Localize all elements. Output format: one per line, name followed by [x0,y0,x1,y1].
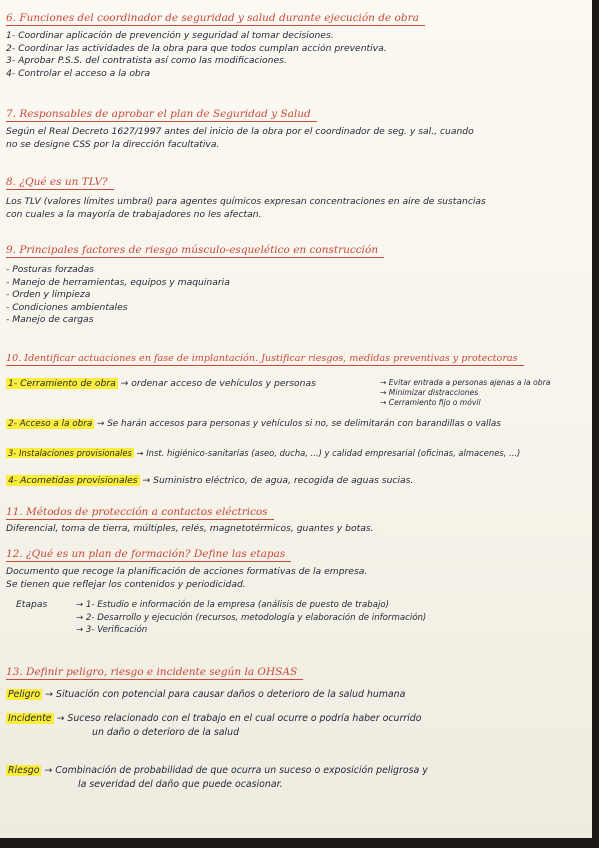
section-8-line-2: con cuales a la mayoría de trabajadores no les afectan. [6,208,262,220]
section-12-etapa-2: → 2- Desarrollo y ejecución (recursos, metodología y elaboración de información) [76,612,427,623]
background-edge-bottom [0,838,599,848]
section-10-item-2 [6,418,588,431]
section-12-etapa-3: → 3- Verificación [76,625,148,636]
section-10-item-1-text: → ordenar acceso de vehículos y personas [120,378,316,389]
section-13-riesgo-line-2: la severidad del daño que puede ocasionar. [78,779,283,790]
section-11-line-1: Diferencial, toma de tierra, múltiples, relés, magnetotérmicos, guantes y botas. [6,523,374,534]
section-10 [6,346,588,488]
section-6-line-1: 1- Coordinar aplicación de prevención y seguridad al tomar decisiones. [6,30,334,41]
section-7-line-2: no se designe CSS por la dirección facultativa. [6,138,220,150]
section-8-heading: 8. ¿Qué es un TLV? [6,176,114,190]
section-10-item-4-text: → Suministro eléctrico, de agua, recogida de aguas sucias. [142,475,414,487]
section-10-item-2-text: → Se harán accesos para personas y vehículos si no, se delimitarán con barandillas o vallas [97,419,501,429]
section-12-line-2: Se tienen que reflejar los contenidos y periodicidad. [6,578,246,590]
section-10-item-4 [6,475,588,488]
section-13-heading: 13. Definir peligro, riesgo e incidente según la OHSAS [6,666,303,680]
section-9-line-3: - Orden y limpieza [6,289,91,301]
section-6-line-2: 2- Coordinar las actividades de la obra para que todos cumplan acción preventiva. [6,42,387,54]
section-10-item-1-sub-3: → Cerramiento fijo o móvil [380,398,481,407]
section-13-incidente-line-2: un daño o deterioro de la salud [92,727,240,738]
section-12-heading: 12. ¿Qué es un plan de formación? Define las etapas [6,548,291,562]
section-8-line-1: Los TLV (valores límites umbral) para agentes químicos expresan concentraciones en aire de sustancias [6,196,486,207]
section-10-item-3-label: 3- Instalaciones provisionales [8,447,132,458]
section-13-riesgo-line-1: → Combinación de probabilidad de que ocurra un suceso o exposición peligrosa y [44,765,428,776]
section-9-heading: 9. Principales factores de riesgo músculo-esquelético en construcción [6,244,384,258]
section-10-item-3 [6,447,588,460]
background-edge-right [592,0,599,848]
section-13 [6,660,588,796]
section-9-line-2: - Manejo de herramientas, equipos y maquinaria [6,276,230,288]
section-12-etapas-label: Etapas [16,599,48,611]
section-13-riesgo [6,764,588,796]
section-10-item-1 [6,378,588,418]
section-9-line-1: - Posturas forzadas [6,264,95,275]
section-10-item-1-sub-2: → Minimizar distracciones [380,388,479,397]
section-13-incidente-line-1: → Suceso relacionado con el trabajo en el cual ocurre o podría haber ocurrido [56,713,422,724]
section-10-item-2-label: 2- Acceso a la obra [8,419,93,429]
section-10-heading: 10. Identificar actuaciones en fase de implantación. Justificar riesgos, medidas preventivas y protectoras [6,352,524,366]
section-7 [6,102,588,151]
section-10-item-3-text: → Inst. higiénico-sanitarias (aseo, ducha, ...) y calidad empresarial (oficinas, almacenes, ...) [136,447,521,458]
section-12-line-1: Documento que recoge la planificación de acciones formativas de la empresa. [6,566,368,577]
section-9 [6,238,588,327]
section-6-line-4: 4- Controlar el acceso a la obra [6,67,151,79]
section-10-item-1-sub-1: → Evitar entrada a personas ajenas a la obra [380,378,551,387]
section-7-line-1: Según el Real Decreto 1627/1997 antes del inicio de la obra por el coordinador de seg. y sal., cuando [6,126,474,137]
section-9-line-4: - Condiciones ambientales [6,301,128,313]
section-13-peligro [6,688,588,702]
section-6-heading: 6. Funciones del coordinador de seguridad y salud durante ejecución de obra [6,12,425,26]
section-13-incidente [6,712,588,742]
section-12-etapa-1: → 1- Estudio e información de la empresa (análisis de puesto de trabajo) [76,600,389,611]
section-12 [6,542,588,643]
section-10-item-4-label: 4- Acometidas provisionales [8,475,138,487]
section-6 [6,6,588,80]
section-11-heading: 11. Métodos de protección a contactos eléctricos [6,506,274,520]
section-6-line-3: 3- Aprobar P.S.S. del contratista así como las modificaciones. [6,55,287,67]
section-7-heading: 7. Responsables de aprobar el plan de Seguridad y Salud [6,108,317,122]
section-13-peligro-text: → Situación con potencial para causar daños o deterioro de la salud humana [45,689,406,700]
section-11 [6,500,588,536]
section-8 [6,170,588,221]
section-10-item-1-label: 1- Cerramiento de obra [8,378,116,389]
section-13-peligro-label: Peligro [8,689,41,700]
section-13-incidente-label: Incidente [8,713,52,724]
section-9-line-5: - Manejo de cargas [6,314,94,326]
section-13-riesgo-label: Riesgo [8,765,40,776]
section-12-etapas [6,599,588,643]
